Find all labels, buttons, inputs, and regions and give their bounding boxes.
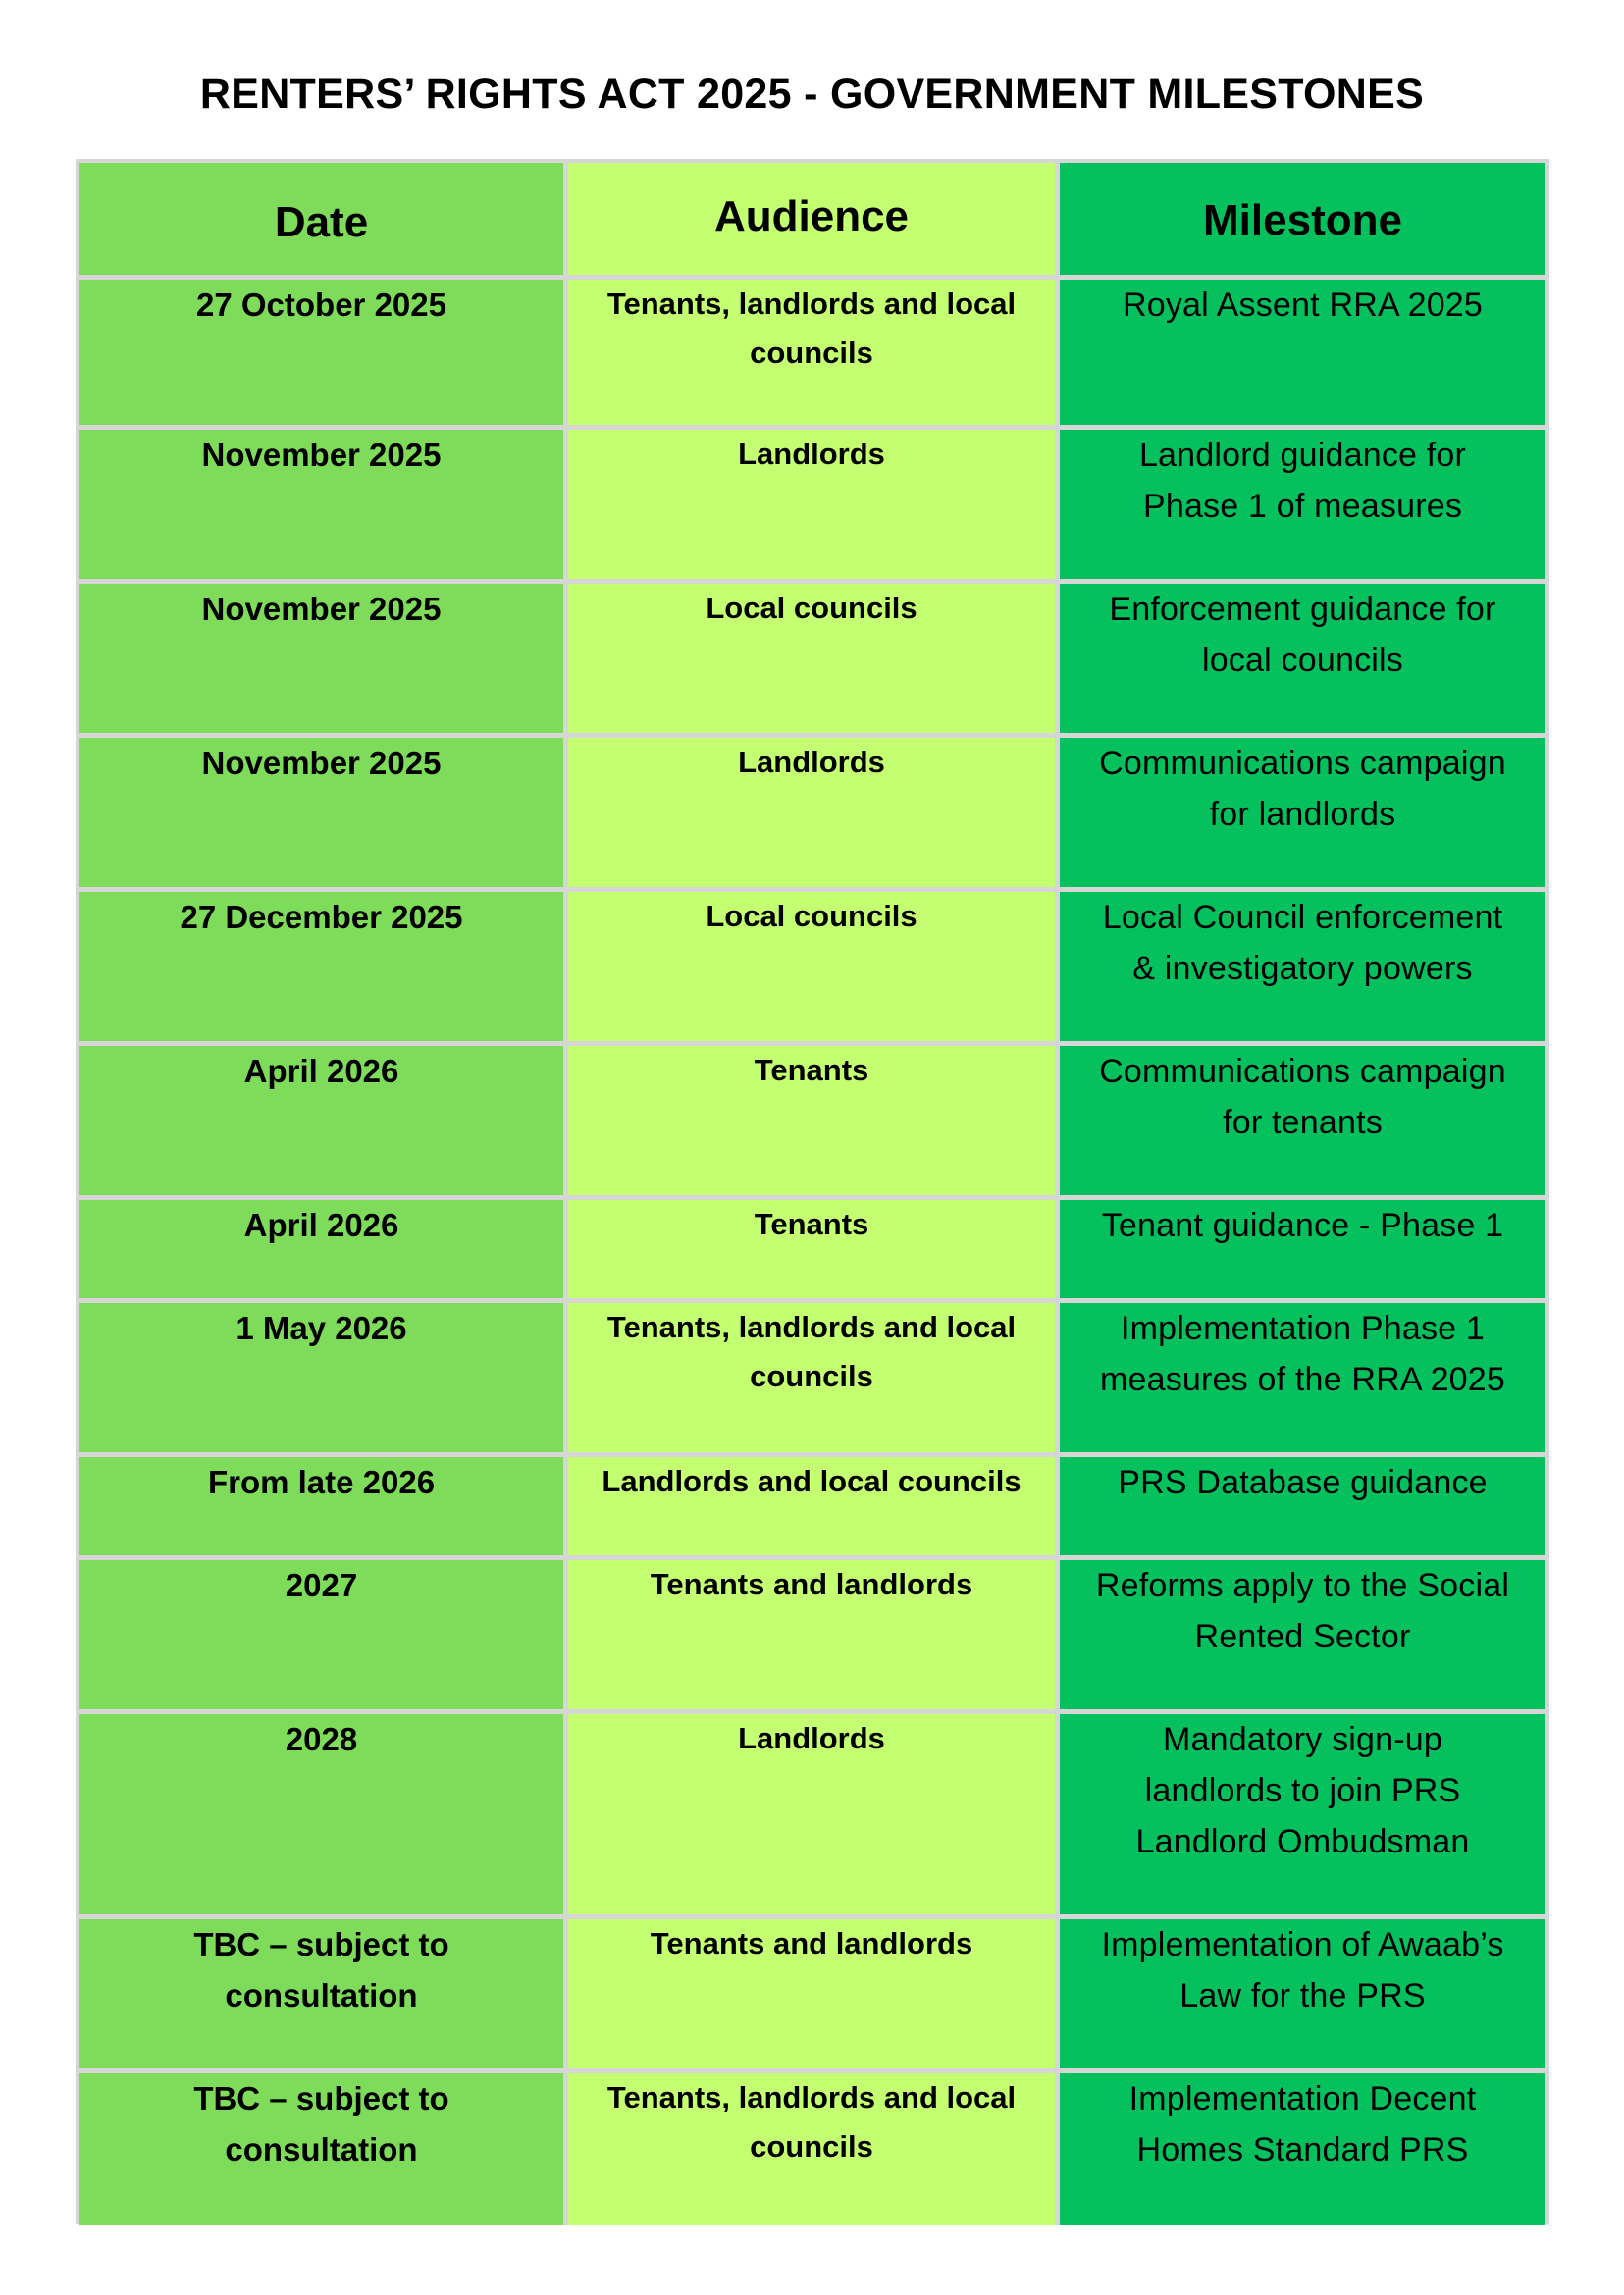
milestone-cell: Landlord guidance for Phase 1 of measures [1060, 430, 1545, 584]
milestone-cell: Royal Assent RRA 2025 [1060, 280, 1545, 430]
date-cell: November 2025 [79, 584, 568, 738]
date-cell: April 2026 [79, 1046, 568, 1200]
audience-cell: Tenants [568, 1046, 1060, 1200]
milestones-table-frame [76, 159, 1549, 2224]
audience-cell: Tenants, landlords and local councils [568, 280, 1060, 430]
table-row [79, 430, 1545, 584]
milestone-cell: Implementation Decent Homes Standard PRS [1060, 2073, 1545, 2225]
date-cell: TBC – subject to consultation [79, 2073, 568, 2225]
audience-cell: Local councils [568, 892, 1060, 1046]
date-cell: 2027 [79, 1560, 568, 1714]
table-row [79, 1560, 1545, 1714]
audience-cell: Landlords [568, 1714, 1060, 1919]
date-cell: From late 2026 [79, 1457, 568, 1560]
date-cell: November 2025 [79, 430, 568, 584]
header-audience: Audience [568, 163, 1060, 280]
milestones-table [79, 163, 1545, 2225]
milestone-cell: Communications campaign for landlords [1060, 738, 1545, 892]
milestone-cell: Reforms apply to the Social Rented Sector [1060, 1560, 1545, 1714]
header-date: Date [79, 163, 568, 280]
audience-cell: Landlords [568, 430, 1060, 584]
table-row [79, 738, 1545, 892]
table-row [79, 1457, 1545, 1560]
audience-cell: Tenants and landlords [568, 1919, 1060, 2073]
milestone-cell: Implementation Phase 1 measures of the RRA 2025 [1060, 1303, 1545, 1457]
table-header-row [79, 163, 1545, 280]
date-cell: 27 October 2025 [79, 280, 568, 430]
milestone-cell: Implementation of Awaab’s Law for the PRS [1060, 1919, 1545, 2073]
milestone-cell: Enforcement guidance for local councils [1060, 584, 1545, 738]
table-row [79, 1046, 1545, 1200]
audience-cell: Landlords and local councils [568, 1457, 1060, 1560]
audience-cell: Tenants, landlords and local councils [568, 1303, 1060, 1457]
table-row [79, 1303, 1545, 1457]
milestone-cell: Local Council enforcement & investigatory powers [1060, 892, 1545, 1046]
table-row [79, 1919, 1545, 2073]
header-milestone: Milestone [1060, 163, 1545, 280]
table-row [79, 1714, 1545, 1919]
milestone-cell: Mandatory sign-up landlords to join PRS Landlord Ombudsman [1060, 1714, 1545, 1919]
audience-cell: Local councils [568, 584, 1060, 738]
date-cell: TBC – subject to consultation [79, 1919, 568, 2073]
date-cell: 2028 [79, 1714, 568, 1919]
date-cell: April 2026 [79, 1200, 568, 1303]
milestone-cell: PRS Database guidance [1060, 1457, 1545, 1560]
audience-cell: Tenants [568, 1200, 1060, 1303]
table-row [79, 1200, 1545, 1303]
table-row [79, 584, 1545, 738]
page-title: RENTERS’ RIGHTS ACT 2025 - GOVERNMENT MILESTONES [199, 71, 1425, 118]
date-cell: November 2025 [79, 738, 568, 892]
audience-cell: Landlords [568, 738, 1060, 892]
date-cell: 27 December 2025 [79, 892, 568, 1046]
milestone-cell: Communications campaign for tenants [1060, 1046, 1545, 1200]
audience-cell: Tenants and landlords [568, 1560, 1060, 1714]
date-cell: 1 May 2026 [79, 1303, 568, 1457]
audience-cell: Tenants, landlords and local councils [568, 2073, 1060, 2225]
table-row [79, 892, 1545, 1046]
milestone-cell: Tenant guidance - Phase 1 [1060, 1200, 1545, 1303]
table-row [79, 2073, 1545, 2225]
table-row [79, 280, 1545, 430]
